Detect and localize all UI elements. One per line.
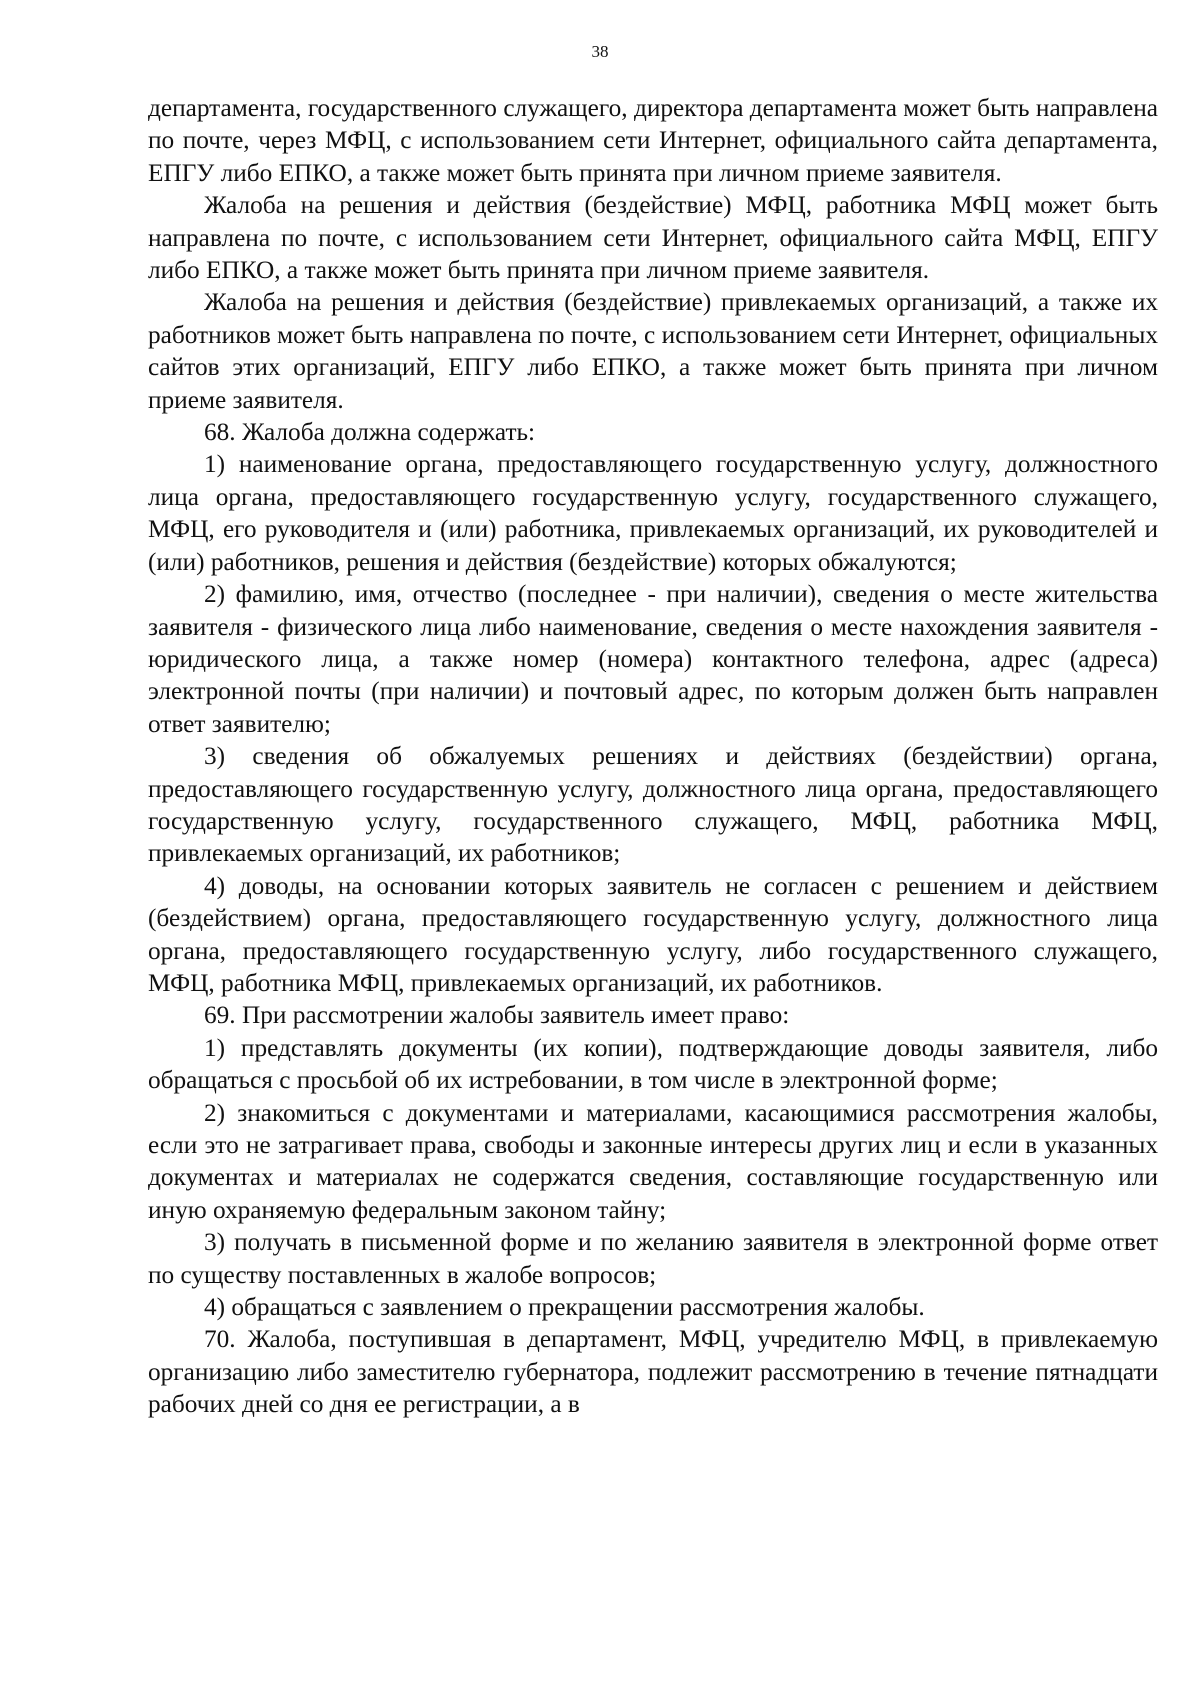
paragraph-mfc-complaint: Жалоба на решения и действия (бездействие) МФЦ, работника МФЦ может быть направлена по почте, с использованием сети Интернет, официального сайта МФЦ, ЕПГУ либо ЕПКО, а также может быть принята при личном приеме заявителя. <box>148 191 1158 285</box>
paragraph-organizations-complaint: Жалоба на решения и действия (бездействие) привлекаемых организаций, а также их работников может быть направлена по почте, с использованием сети Интернет, официальных сайтов этих организаций, ЕПГУ либо ЕПКО, а также может быть принята при личном приеме заявителя. <box>148 288 1158 414</box>
clause-68-item-3: 3) сведения об обжалуемых решениях и действиях (бездействии) органа, предоставляющего государственную услугу, должностного лица органа, предоставляющего государственную услугу, государственного служащего, МФЦ, работника МФЦ, привлекаемых организаций, их работников; <box>148 742 1158 868</box>
clause-69-item-2: 2) знакомиться с документами и материалами, касающимися рассмотрения жалобы, если это не затрагивает права, свободы и законные интересы других лиц и если в указанных документах и материалах не содержатся сведения, составляющие государственную или иную охраняемую федеральным законом тайну; <box>148 1098 1158 1224</box>
paragraph-continuation: департамента, государственного служащего, директора департамента может быть направлена по почте, через МФЦ, с использованием сети Интернет, официального сайта департамента, ЕПГУ либо ЕПКО, а также может быть принята при личном приеме заявителя. <box>148 94 1158 187</box>
clause-68-item-4: 4) доводы, на основании которых заявитель не согласен с решением и действием (бездействием) органа, предоставляющего государственную услугу, должностного лица органа, предоставляющего государственную услугу, либо государственного служащего, МФЦ, работника МФЦ, привлекаемых организаций, их работников. <box>148 871 1158 997</box>
page-number: 38 <box>591 42 609 61</box>
clause-68-item-1: 1) наименование органа, предоставляющего государственную услугу, должностного лица органа, предоставляющего государственную услугу, государственного служащего, МФЦ, его руководителя и (или) работника, привлекаемых организаций, их руководителей и (или) работников, решения и действия (бездействие) которых обжалуются; <box>148 450 1158 576</box>
clause-69-heading: 69. При рассмотрении жалобы заявитель имеет право: <box>204 1001 790 1030</box>
clause-69-item-3: 3) получать в письменной форме и по желанию заявителя в электронной форме ответ по существу поставленных в жалобе вопросов; <box>148 1228 1158 1289</box>
clause-69-item-1: 1) представлять документы (их копии), подтверждающие доводы заявителя, либо обращаться с просьбой об их истребовании, в том числе в электронной форме; <box>148 1033 1158 1095</box>
document-body <box>148 92 1158 1421</box>
clause-68-heading: 68. Жалоба должна содержать: <box>204 418 536 447</box>
clause-70: 70. Жалоба, поступившая в департамент, МФЦ, учредителю МФЦ, в привлекаемую организацию либо заместителю губернатора, подлежит рассмотрению в течение пятнадцати рабочих дней со дня ее регистрации, а в <box>148 1325 1158 1419</box>
clause-69-item-4: 4) обращаться с заявлением о прекращении рассмотрения жалобы. <box>204 1293 925 1322</box>
clause-68-item-2: 2) фамилию, имя, отчество (последнее - при наличии), сведения о месте жительства заявителя - физического лица либо наименование, сведения о месте нахождения заявителя - юридического лица, а также номер (номера) контактного телефона, адрес (адреса) электронной почты (при наличии) и почтовый адрес, по которым должен быть направлен ответ заявителю; <box>148 580 1158 738</box>
